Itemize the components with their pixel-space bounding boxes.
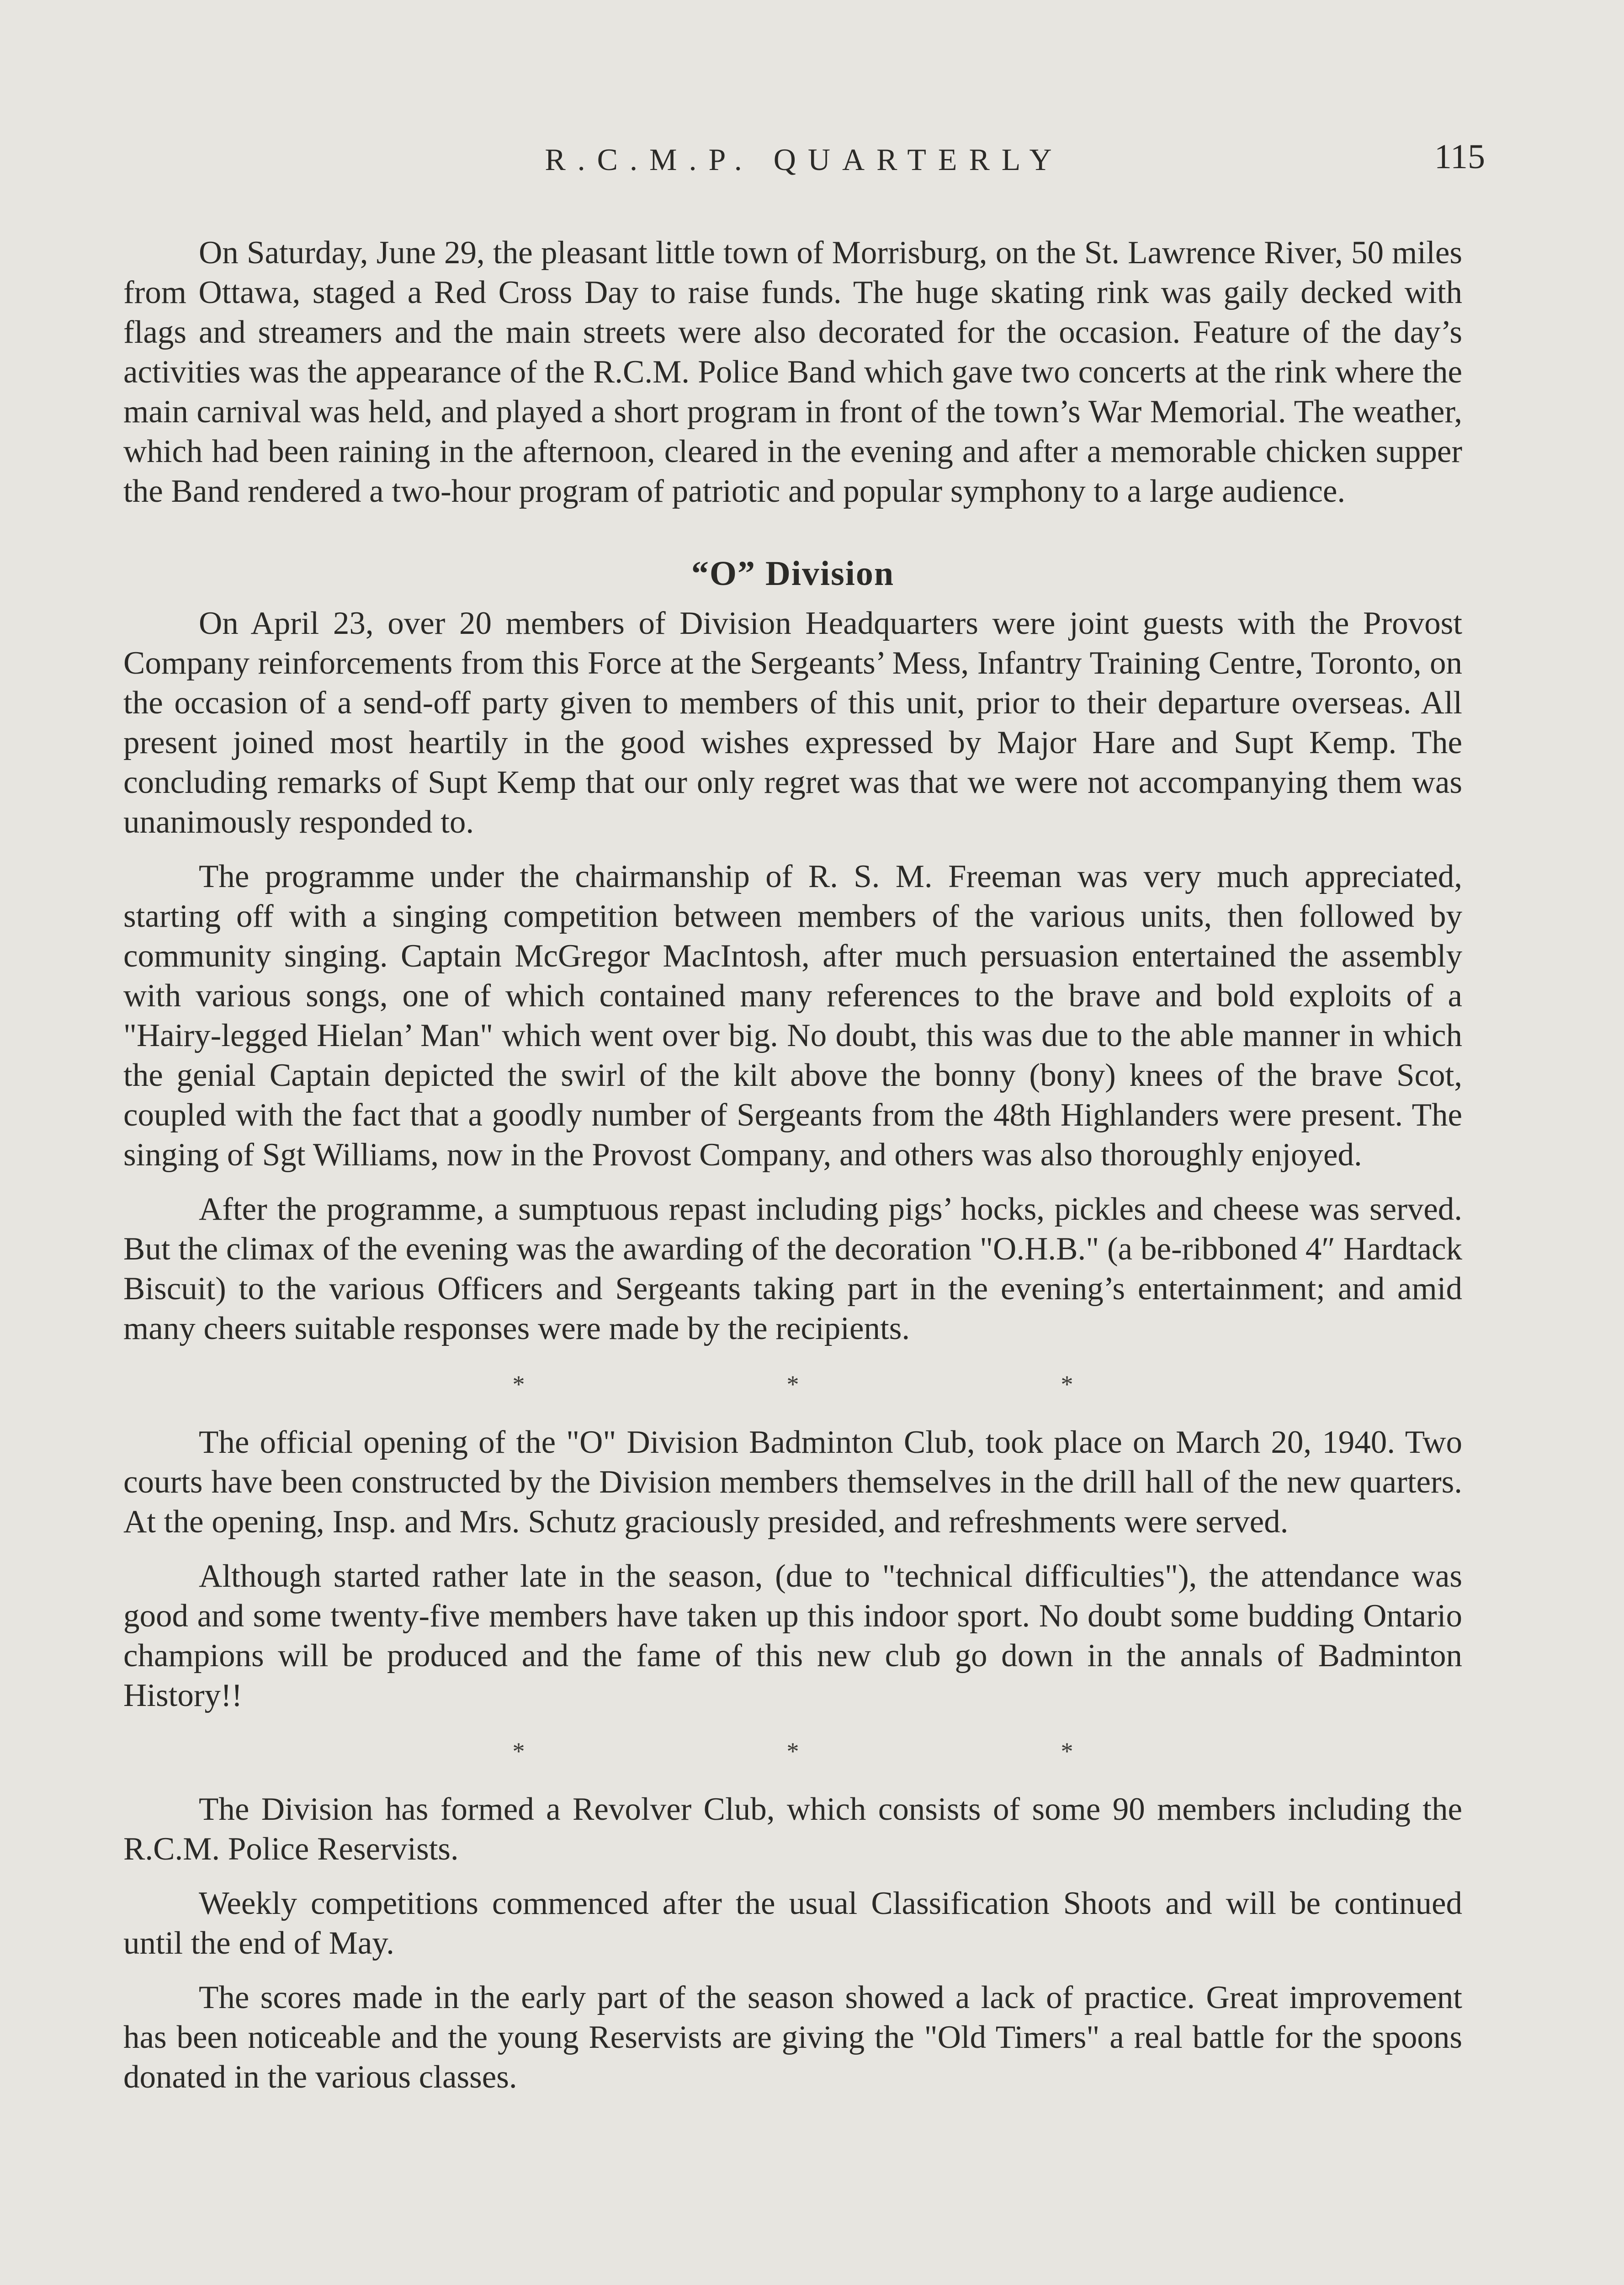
asterisk: * — [512, 1738, 525, 1765]
asterisk: * — [1061, 1738, 1073, 1765]
paragraph-scores: The scores made in the early part of the season showed a lack of practice. Great improvement has been noticeable and the young Reservists are giving the "Old Timers" a real battle for the spoons donated in the various classes. — [123, 1980, 1462, 2095]
paragraph-badminton-opening: The official opening of the "O" Division Badminton Club, took place on March 20, 1940. Two courts have been constructed by the Division members themselves in the drill hall of the new quarters. At the opening, Insp. and Mrs. Schutz graciously presided, and refreshments were served. — [123, 1424, 1462, 1540]
paragraph-repast: After the programme, a sumptuous repast including pigs’ hocks, pickles and cheese was served. But the climax of the evening was the awarding of the decoration "O.H.B." (a be-ribboned 4″ Hardtack Biscuit) to the various Officers and Sergeants taking part in the evening’s entertainment; and amid many cheers suitable responses were made by the recipients. — [123, 1191, 1462, 1346]
page-number: 115 — [1434, 138, 1485, 176]
section-heading-o-division: “O” Division — [691, 554, 895, 593]
paragraph-red-cross-day: On Saturday, June 29, the pleasant little town of Morrisburg, on the St. Lawrence River, 50 miles from Ottawa, staged a Red Cross Day to raise funds. The huge skating rink was gaily decked with flags and streamers and the main streets were also decorated for the occasion. Feature of the day’s activities was the appearance of the R.C.M. Police Band which gave two concerts at the rink where the main carnival was held, and played a short program in front of the town’s War Memorial. The weather, which had been raining in the afternoon, cleared in the evening and after a memorable chicken supper the Band rendered a two-hour program of patriotic and popular symphony to a large audience. — [123, 235, 1462, 509]
asterisk: * — [512, 1371, 525, 1398]
paragraph-badminton-attendance: Although started rather late in the season, (due to "technical difficulties"), the attendance was good and some twenty-five members have taken up this indoor sport. No doubt some budding Ontario champions will be produced and the fame of this new club go down in the annals of Badminton History!! — [123, 1558, 1462, 1713]
running-header — [123, 137, 1485, 192]
section-separator — [123, 1371, 1462, 1398]
section-separator — [123, 1738, 1462, 1765]
paragraph-send-off-party: On April 23, over 20 members of Division Headquarters were joint guests with the Provost Company reinforcements from this Force at the Sergeants’ Mess, Infantry Training Centre, Toronto, on the occasion of a send-off party given to members of this unit, prior to their departure overseas. All present joined most heartily in the good wishes expressed by Major Hare and Supt Kemp. The concluding remarks of Supt Kemp that our only regret was that we were not accompanying them was unanimously responded to. — [123, 606, 1462, 840]
paragraph-weekly-competitions: Weekly competitions commenced after the usual Classification Shoots and will be continued until the end of May. — [123, 1886, 1462, 1961]
asterisk: * — [1061, 1371, 1073, 1398]
body-text — [123, 233, 1462, 2097]
paragraph-programme: The programme under the chairmanship of R. S. M. Freeman was very much appreciated, starting off with a singing competition between members of the various units, then followed by community singing. Captain McGregor MacIntosh, after much persuasion entertained the assembly with various songs, one of which contained many references to the brave and bold exploits of a "Hairy-legged Hielan’ Man" which went over big. No doubt, this was due to the able manner in which the genial Captain depicted the swirl of the kilt above the bonny (bony) knees of the brave Scot, coupled with the fact that a goodly number of Sergeants from the 48th Highlanders were present. The singing of Sgt Williams, now in the Provost Company, and others was also thoroughly enjoyed. — [123, 859, 1462, 1173]
paragraph-revolver-club: The Division has formed a Revolver Club, which consists of some 90 members including the R.C.M. Police Reservists. — [123, 1791, 1462, 1867]
asterisk: * — [786, 1738, 799, 1765]
asterisk: * — [786, 1371, 799, 1398]
journal-title: R.C.M.P. QUARTERLY — [545, 142, 1064, 177]
